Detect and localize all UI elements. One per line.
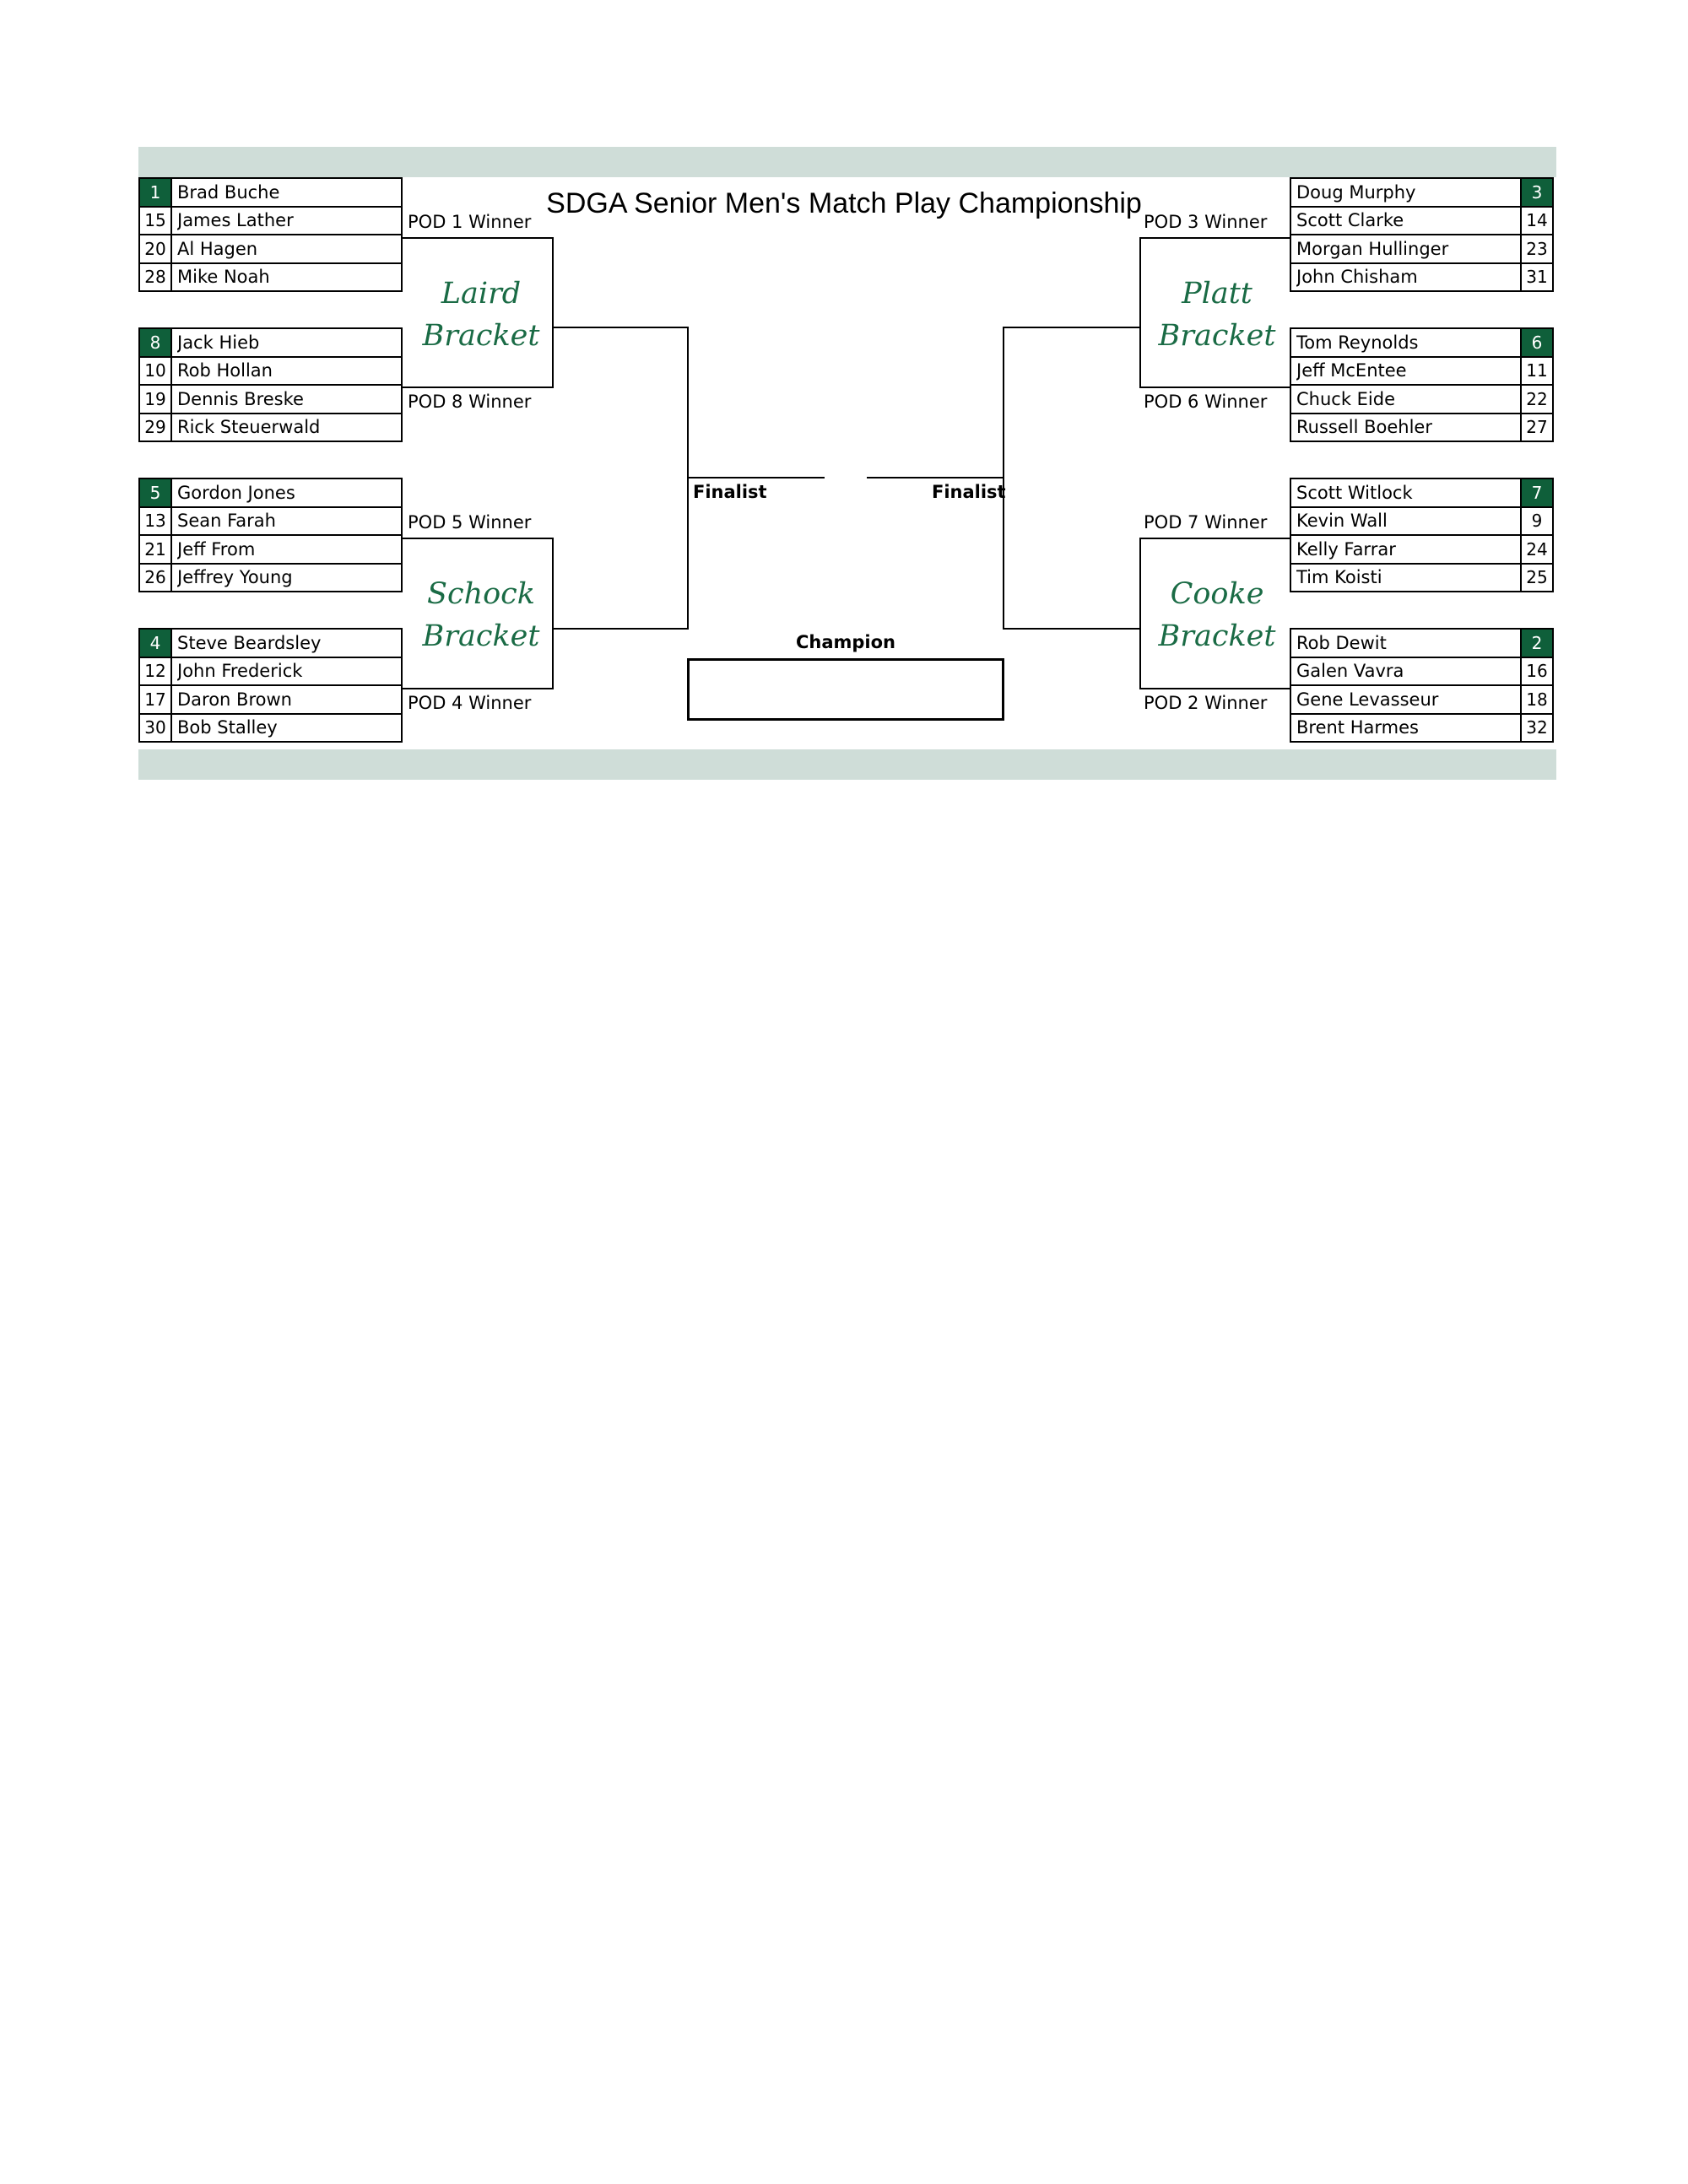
right-finalist-label: Finalist [932, 482, 1006, 502]
champion-label: Champion [795, 632, 896, 652]
seed-number: 23 [1520, 235, 1552, 262]
platt-bracket-line1: Platt [1182, 277, 1252, 311]
schock-to-finalist-line [552, 628, 689, 630]
player-row [1290, 628, 1554, 658]
pod-4-winner-label: POD 4 Winner [408, 693, 532, 713]
seed-number: 26 [140, 565, 172, 592]
seed-number: 22 [1520, 386, 1552, 413]
player-name: Al Hagen [177, 238, 258, 259]
player-name: Dennis Breske [177, 388, 304, 409]
player-name: Galen Vavra [1296, 661, 1404, 682]
seed-number: 17 [140, 686, 172, 713]
platt-bracket-line2: Bracket [1158, 319, 1276, 353]
laird-to-finalist-line [552, 327, 689, 328]
platt-line-top [1140, 237, 1290, 239]
player-row [1290, 327, 1554, 358]
player-row [138, 327, 403, 358]
pod-1-winner-label: POD 1 Winner [408, 212, 532, 232]
pod-2 [1290, 628, 1554, 743]
player-row [138, 234, 403, 264]
top-seed-number: 5 [140, 479, 172, 506]
player-row [1290, 356, 1554, 387]
player-row [138, 506, 403, 537]
top-seed-number: 4 [140, 630, 172, 657]
seed-number: 16 [1520, 658, 1552, 685]
player-row [1290, 413, 1554, 443]
footer-band [138, 749, 1556, 780]
player-row [1290, 506, 1554, 537]
cooke-line-top [1140, 538, 1290, 539]
schock-bracket-name [414, 573, 549, 657]
player-name: Russell Boehler [1296, 417, 1432, 438]
player-row [138, 206, 403, 236]
player-name: Mike Noah [177, 267, 270, 288]
left-finalist-label: Finalist [693, 482, 767, 502]
player-row [138, 478, 403, 508]
header-band [138, 147, 1556, 177]
pod-1 [138, 177, 403, 292]
player-name: Scott Witlock [1296, 482, 1413, 503]
player-name: Daron Brown [177, 689, 292, 710]
player-name: Brent Harmes [1296, 717, 1419, 738]
laird-bracket-name [414, 273, 549, 357]
player-name: Kevin Wall [1296, 511, 1388, 532]
player-row [138, 177, 403, 208]
player-name: Doug Murphy [1296, 181, 1416, 203]
player-name: Jeffrey Young [177, 567, 293, 588]
player-name: Jeff From [177, 538, 256, 560]
seed-number: 20 [140, 235, 172, 262]
schock-bracket-line1: Schock [426, 577, 535, 611]
champion-box [687, 658, 1004, 721]
player-row [138, 563, 403, 593]
player-name: Sean Farah [177, 511, 276, 532]
player-name: John Frederick [177, 661, 303, 682]
player-name: Bob Stalley [177, 717, 278, 738]
player-row [138, 413, 403, 443]
seed-number: 12 [140, 658, 172, 685]
player-name: James Lather [177, 210, 294, 231]
player-name: Kelly Farrar [1296, 538, 1396, 560]
player-row [1290, 206, 1554, 236]
player-row [1290, 713, 1554, 743]
player-row [1290, 563, 1554, 593]
player-row [1290, 177, 1554, 208]
pod-2-winner-label: POD 2 Winner [1144, 693, 1268, 713]
cooke-to-finalist-line [1004, 628, 1141, 630]
player-row [138, 657, 403, 687]
pod-7 [1290, 478, 1554, 592]
cooke-line-left [1139, 538, 1141, 689]
page-title: SDGA Senior Men's Match Play Championship [546, 187, 1142, 219]
player-name: Tim Koisti [1296, 567, 1382, 588]
top-seed-number: 6 [1520, 329, 1552, 356]
player-name: Chuck Eide [1296, 388, 1396, 409]
seed-number: 18 [1520, 686, 1552, 713]
seed-number: 14 [1520, 208, 1552, 235]
top-seed-number: 2 [1520, 630, 1552, 657]
seed-number: 10 [140, 358, 172, 385]
seed-number: 32 [1520, 715, 1552, 742]
cooke-bracket-name [1150, 573, 1285, 657]
player-name: Morgan Hullinger [1296, 238, 1449, 259]
player-name: John Chisham [1296, 267, 1418, 288]
pod-8 [138, 327, 403, 442]
laird-line-right [552, 237, 554, 388]
schock-line-bottom [403, 688, 553, 689]
player-row [1290, 478, 1554, 508]
pod-5 [138, 478, 403, 592]
schock-line-right [552, 538, 554, 689]
platt-bracket-name [1150, 273, 1285, 357]
schock-bracket-line2: Bracket [422, 619, 540, 653]
player-row [1290, 657, 1554, 687]
pod-4 [138, 628, 403, 743]
seed-number: 28 [140, 264, 172, 291]
top-seed-number: 8 [140, 329, 172, 356]
seed-number: 31 [1520, 264, 1552, 291]
player-row [1290, 384, 1554, 414]
player-row [138, 384, 403, 414]
player-row [138, 713, 403, 743]
player-row [138, 534, 403, 565]
top-seed-number: 3 [1520, 179, 1552, 206]
player-name: Steve Beardsley [177, 632, 322, 653]
laird-line-bottom [403, 387, 553, 388]
seed-number: 30 [140, 715, 172, 742]
player-name: Rick Steuerwald [177, 417, 321, 438]
player-name: Brad Buche [177, 181, 280, 203]
platt-to-finalist-line [1004, 327, 1141, 328]
seed-number: 29 [140, 414, 172, 441]
cooke-bracket-line2: Bracket [1158, 619, 1276, 653]
pod-6-winner-label: POD 6 Winner [1144, 392, 1268, 412]
player-name: Rob Hollan [177, 360, 273, 381]
cooke-bracket-line1: Cooke [1170, 577, 1264, 611]
seed-number: 21 [140, 536, 172, 563]
player-row [1290, 684, 1554, 715]
player-row [138, 628, 403, 658]
laird-bracket-line2: Bracket [422, 319, 540, 353]
seed-number: 19 [140, 386, 172, 413]
seed-number: 11 [1520, 358, 1552, 385]
seed-number: 9 [1520, 508, 1552, 535]
player-name: Jack Hieb [177, 332, 260, 353]
seed-number: 24 [1520, 536, 1552, 563]
left-finalist-line [687, 477, 825, 478]
pod-3-winner-label: POD 3 Winner [1144, 212, 1268, 232]
pod-3 [1290, 177, 1554, 292]
player-name: Scott Clarke [1296, 210, 1404, 231]
player-row [138, 356, 403, 387]
seed-number: 13 [140, 508, 172, 535]
cooke-line-bottom [1140, 688, 1290, 689]
platt-line-left [1139, 237, 1141, 388]
pod-8-winner-label: POD 8 Winner [408, 392, 532, 412]
pod-6 [1290, 327, 1554, 442]
laird-bracket-line1: Laird [441, 277, 522, 311]
player-row [1290, 534, 1554, 565]
player-row [1290, 234, 1554, 264]
right-finalist-line [867, 477, 1004, 478]
schock-line-top [403, 538, 553, 539]
pod-7-winner-label: POD 7 Winner [1144, 512, 1268, 532]
player-name: Gene Levasseur [1296, 689, 1439, 710]
player-row [138, 262, 403, 293]
player-name: Rob Dewit [1296, 632, 1387, 653]
top-seed-number: 1 [140, 179, 172, 206]
platt-line-bottom [1140, 387, 1290, 388]
seed-number: 27 [1520, 414, 1552, 441]
pod-5-winner-label: POD 5 Winner [408, 512, 532, 532]
player-name: Gordon Jones [177, 482, 295, 503]
laird-line-top [403, 237, 553, 239]
player-row [138, 684, 403, 715]
player-name: Tom Reynolds [1296, 332, 1419, 353]
top-seed-number: 7 [1520, 479, 1552, 506]
player-name: Jeff McEntee [1296, 360, 1407, 381]
player-row [1290, 262, 1554, 293]
seed-number: 25 [1520, 565, 1552, 592]
seed-number: 15 [140, 208, 172, 235]
